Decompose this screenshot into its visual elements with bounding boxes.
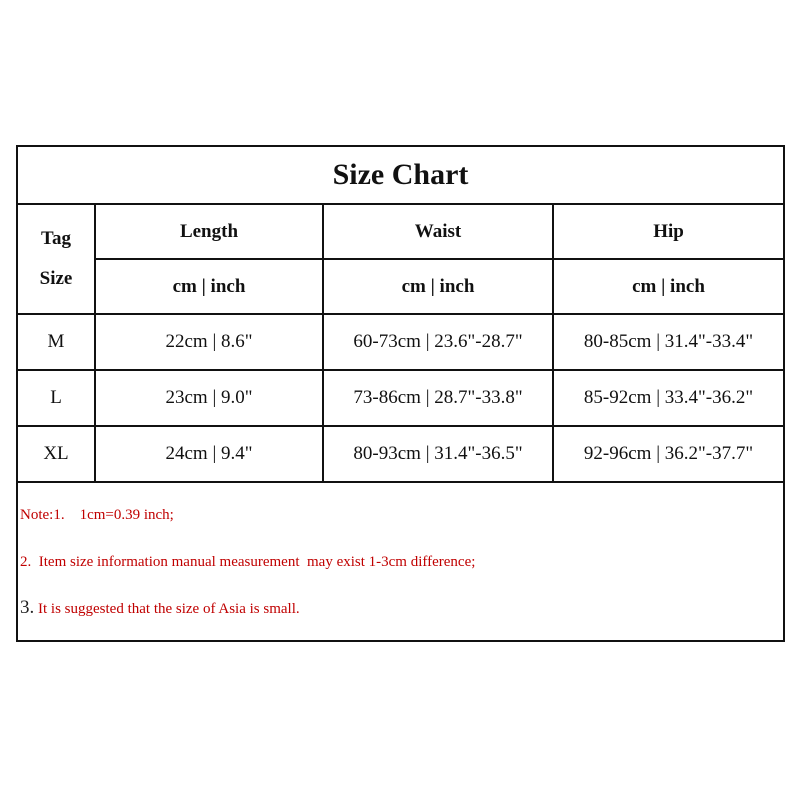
notes-section — [17, 482, 784, 641]
waist-units: cm | inch — [323, 259, 553, 314]
waist-cell: 80-93cm | 31.4"-36.5" — [323, 426, 553, 482]
waist-cell: 73-86cm | 28.7"-33.8" — [323, 370, 553, 426]
length-cell: 24cm | 9.4" — [95, 426, 323, 482]
length-header: Length — [95, 204, 323, 259]
length-units: cm | inch — [95, 259, 323, 314]
note-2: 2. Item size information manual measurement may exist 1-3cm difference; — [20, 554, 476, 570]
size-cell: M — [17, 314, 95, 370]
hip-units: cm | inch — [553, 259, 784, 314]
size-cell: L — [17, 370, 95, 426]
size-cell: XL — [17, 426, 95, 482]
note-3-text: It is suggested that the size of Asia is small. — [38, 601, 300, 617]
hip-cell: 80-85cm | 31.4"-33.4" — [553, 314, 784, 370]
waist-header: Waist — [323, 204, 553, 259]
table-row — [17, 370, 784, 426]
length-cell: 23cm | 9.0" — [95, 370, 323, 426]
table-row — [17, 314, 784, 370]
tag-size-header — [17, 204, 95, 314]
note-3 — [20, 597, 783, 619]
tag-label: Tag — [41, 228, 71, 249]
hip-header: Hip — [553, 204, 784, 259]
size-label: Size — [39, 268, 73, 289]
chart-title: Size Chart — [17, 146, 784, 204]
length-cell: 22cm | 8.6" — [95, 314, 323, 370]
table-row — [17, 426, 784, 482]
hip-cell: 92-96cm | 36.2"-37.7" — [553, 426, 784, 482]
note-3-number: 3. — [20, 597, 35, 618]
hip-cell: 85-92cm | 33.4"-36.2" — [553, 370, 784, 426]
waist-cell: 60-73cm | 23.6"-28.7" — [323, 314, 553, 370]
size-chart-table — [16, 145, 785, 642]
note-1: Note:1. 1cm=0.39 inch; — [20, 507, 174, 523]
